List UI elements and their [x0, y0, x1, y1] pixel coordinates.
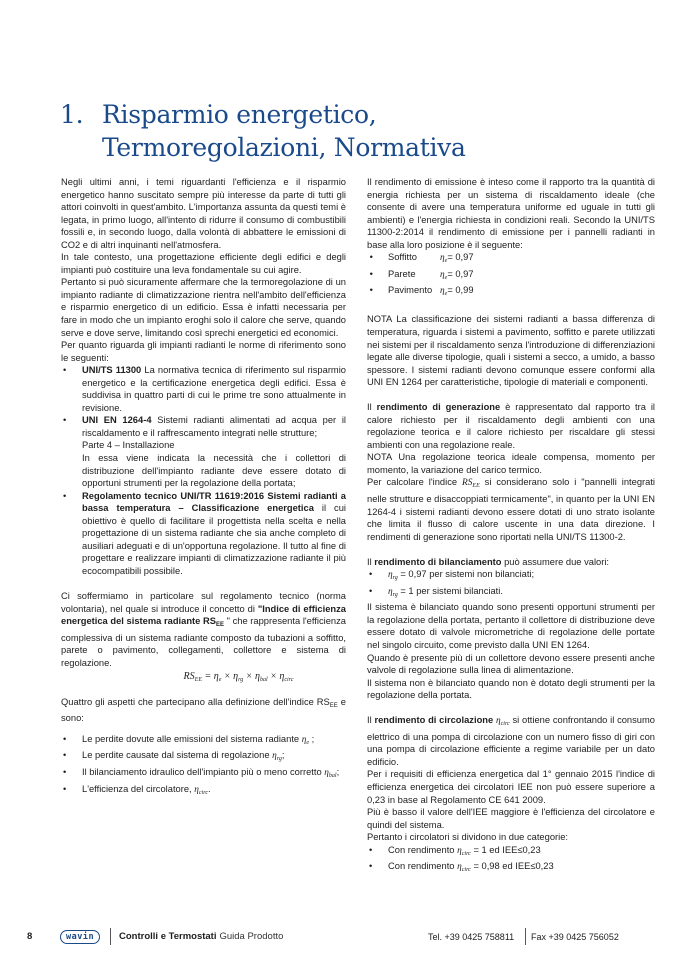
paragraph: Pertanto si può sicuramente affermare che la termoregolazione di un impianto radiante di climatizzazione rientra nell'ambito dell'efficienza e risparmio energetico di un edificio. Essa è infatti necessaria per fare in modo che un impianto eroghi solo il calore che serve, quando serve e dove serve, limitando così sprechi energetici ed economici. [61, 277, 346, 338]
symbol: RS [462, 478, 473, 489]
paragraph: Il rendimento di circolazione $\eta_{circ}$ si ottiene confrontando il consumo elettrico di una pompa di circolazione con un numero fisso di giri con una pompa di circolazione efficiente a regime variabile per un dato edificio. [367, 715, 655, 767]
paragraph: Più è basso il valore dell'IEE maggiore è l'efficienza del circolatore e quindi del sistema. [367, 807, 655, 830]
paragraph: In tale contesto, una progettazione efficiente degli edifici e degli impianti può costituire una leva fondamentale su cui agire. [61, 252, 346, 275]
subscript: circ [284, 677, 294, 684]
page-title [60, 98, 466, 164]
divider [525, 928, 526, 945]
subscript: rg [238, 677, 244, 684]
norm-desc: La normativa tecnica di riferimento sul risparmio energetico e la certificazione energetica degli edifici. Essa è suddivisa in quattro parti di cui le prime tre sono attualmente in revisione. [82, 365, 346, 413]
bullet: • [367, 285, 373, 296]
product-subtitle: Guida Prodotto [219, 931, 284, 942]
paragraph: Il sistema non è bilanciato quando non è dotato degli strumenti per la regolazione della portata. [367, 677, 655, 701]
norm-extra: In essa viene indicata la necessità che i collettori di distribuzione dell'impianto radiante deve essere dotato di opportuni strumenti per la regolazione della portata; [82, 453, 346, 489]
subscript: bal [259, 677, 268, 684]
subscript: rg [392, 575, 398, 582]
subscript: EE [215, 622, 224, 629]
text: è rappresentato dal rapporto tra il calore richiesto per il riscaldamento degli ambienti con una regolazione teorica e il calore richiesto per riscaldare gli stessi ambienti con una regolazione reale. [367, 402, 655, 450]
chapter-number: 1. [60, 100, 84, 129]
aspects-list [61, 733, 346, 799]
text: Per calcolare l'indice [367, 477, 463, 488]
subscript: e [306, 739, 310, 746]
position-label: Soffitto [388, 252, 417, 263]
norm-desc: il cui obiettivo è quello di facilitare il progettista nella scelta e nella progettazione di un sistema radiante che sia anche completo di ausiliari adeguati e di un'opportuna regolazione. Il tutto al fine di progettare e realizzare impianti di climatizzazione radiante il più ecocompatibili possibile. [82, 503, 346, 576]
text: Con rendimento [388, 844, 458, 855]
emission-table [367, 251, 655, 301]
eta: η [213, 671, 219, 683]
list-item: • $\eta_{rg} = 0,97$ per sistemi non bilanciati; [367, 568, 655, 585]
list-item [61, 490, 346, 578]
subscript: e [218, 677, 222, 684]
right-column [367, 176, 655, 877]
formula: $RS_{EE} = \eta_e \times \eta_{rg} \times \eta_{bal} \times \eta_{circ}$ [183, 671, 294, 684]
text: si ottiene confrontando il consumo elettrico di una pompa di circolazione con un numero fisso di giri con una pompa di circolazione efficiente a regime variabile per un dato edificio. [367, 715, 655, 767]
paragraph: Il sistema è bilanciato quando sono presenti opportuni strumenti per la regolazione della portata, pertanto il collettore di distribuzione deve essere dotato di valvole micrometriche di regolazione delle portate nel singolo circuito, come previsto dalla UNI EN 1264. [367, 602, 655, 650]
paragraph: Negli ultimi anni, i temi riguardanti l'efficienza e il risparmio energetico hanno suscitato sempre più interesse da parte di tutti gli attori coinvolti in quest'ambito. L'importanza assunta da questi temi è legata, in primo luogo, all'intento di ridurre il consumo di combustibili fossili e, in secondo luogo, dalla volontà di abbattere le emissioni di CO2 e di altri inquinanti nell'atmosfera. [61, 177, 346, 250]
text: ; [309, 733, 315, 744]
subscript: EE [194, 677, 202, 684]
list-item [61, 414, 346, 489]
text: ; [336, 767, 340, 778]
eta: η [254, 671, 260, 683]
product-title: Controlli e Termostati [119, 931, 217, 942]
divider [110, 928, 111, 945]
text: " che rappresenta l'efficienza complessiva di un sistema radiante composto da tubazioni a soffitto, parete o pavimento, collegamenti, collettore e sistema di regolazione. [61, 616, 346, 668]
text: L'efficienza del circolatore, [82, 783, 195, 794]
norm-part: Parte 4 – Installazione [82, 440, 175, 451]
eta: η [301, 734, 307, 745]
paragraph [367, 401, 655, 451]
text: si considerano solo i "pannelli integrati nelle strutture e disaccoppiati termicamente", in quanto per la UNI EN 1264-4 i sistemi radianti devono essere dotati di uno strato isolante che limita il flusso di calore uscente in una data direzione. I rendimenti di generazione sono riportati nella UNI/TS 11300-2. [367, 477, 655, 542]
emission-value: $\eta_e= 0,97$ [440, 252, 474, 265]
subscript: bal [328, 773, 337, 780]
eta: η [272, 751, 277, 762]
list-item [61, 766, 346, 783]
emission-row [367, 268, 655, 285]
text: Le perdite causate dal sistema di regolazione [82, 750, 273, 761]
page-number: 8 [27, 931, 33, 942]
paragraph: Quando è presente più di un collettore devono essere presenti anche valvole di regolazione sulla linea di alimentazione. [367, 652, 655, 676]
left-column [61, 176, 346, 799]
page-footer [0, 930, 678, 946]
bold-term: "Indice di efficienza energetica del sistema radiante RS [61, 603, 346, 627]
subscript: rg [276, 756, 282, 763]
subscript: circ [198, 789, 208, 796]
norm-name: UNI/TS 11300 [82, 365, 142, 376]
eta: η [279, 671, 285, 683]
text: = 1 ed IEE≤0,23 [470, 844, 541, 855]
text: Ci soffermiamo in particolare sul regolamento tecnico (norma volontaria), nel quale si introduce il concetto di [61, 591, 346, 614]
paragraph: Per quanto riguarda gli impianti radianti le norme di riferimento sono le seguenti: [61, 340, 346, 363]
text: Il bilanciamento idraulico dell'impianto più o meno corretto [82, 767, 325, 778]
nota: NOTA Una regolazione teorica ideale compensa, momento per momento, la variazione del carico termico. [367, 452, 655, 475]
list-item [61, 783, 346, 800]
circulator-list [367, 844, 655, 877]
norm-name: Regolamento tecnico UNI/TR 11619:2016 Sistemi radianti a bassa temperatura – Classificazione energetica [82, 490, 346, 514]
position-label: Pavimento [388, 285, 433, 296]
text: = 0,98 ed IEE≤0,23 [470, 861, 554, 872]
paragraph: Pertanto i circolatori si dividono in due categorie: [367, 832, 569, 843]
text: Il [367, 402, 377, 413]
wavin-logo: wavin [60, 930, 100, 944]
text: Il [367, 556, 375, 567]
subscript: circ [461, 850, 471, 857]
list-item [61, 733, 346, 750]
bullet: • [367, 252, 373, 263]
subscript: EE [472, 483, 480, 490]
norms-list [61, 364, 346, 577]
value: = 0,97 [447, 268, 474, 279]
eta: η [233, 671, 239, 683]
text: Con rendimento [388, 861, 458, 872]
subscript: rg [392, 591, 398, 598]
list-item: • Con rendimento $\eta_{circ} = 1$ ed IEE≤0,23 [367, 844, 655, 861]
product-label [119, 931, 283, 942]
text: può assumere due valori: [501, 556, 609, 567]
text: Le perdite dovute alle emissioni del sistema radiante [82, 733, 302, 744]
list-item [61, 364, 346, 414]
emission-value: $\eta_e= 0,99$ [440, 285, 474, 298]
emission-row [367, 251, 655, 268]
telephone: Tel. +39 0425 758811 [428, 932, 515, 942]
list-item [61, 749, 346, 766]
bold-term: rendimento di bilanciamento [374, 556, 502, 567]
formula-lhs: RS [183, 671, 195, 683]
norm-desc: Sistemi radianti alimentati ad acqua per il riscaldamento e il raffrescamento integrati nelle strutture; [82, 415, 346, 438]
list-item: • $\eta_{rg} = 1$ per sistemi bilanciati. [367, 585, 655, 602]
balance-list [367, 568, 655, 601]
paragraph [367, 476, 655, 543]
fax: Fax +39 0425 756052 [531, 932, 619, 942]
eta: η [324, 768, 329, 779]
title-line-2: Termoregolazioni, Normativa [102, 133, 466, 162]
position-label: Parete [388, 268, 416, 279]
eta: η [194, 784, 199, 795]
paragraph [61, 696, 346, 725]
paragraph [367, 556, 655, 569]
text: = 1 per sistemi bilanciati. [397, 585, 503, 596]
nota: NOTA La classificazione dei sistemi radianti a bassa differenza di temperatura, riguarda i sistemi a pavimento, soffitto e parete utilizzati nei sistemi per il riscaldamento senza l'introduzione di differenziazioni legate alle diverse tipologie, quali i sistemi a secco, a umido, a basso spessore. I sistemi radianti devono comunque essere conformi alla UNI EN 1264 per caratteristiche, tipologie di materiali e componenti. [367, 314, 655, 388]
paragraph: Per i requisiti di efficienza energetica dal 1° gennaio 2015 l'indice di efficienza energetica dei circolatori IEE non può essere superiore a 0,23 in base al Regolamento CE 641 2009. [367, 769, 655, 805]
subscript: circ [461, 867, 471, 874]
text: Quattro gli aspetti che partecipano alla definizione dell'indice RS [61, 696, 330, 707]
bold-term: rendimento di circolazione [374, 715, 494, 726]
text: = 0,97 per sistemi non bilanciati; [397, 569, 535, 580]
paragraph [61, 590, 346, 669]
norm-name: UNI EN 1264-4 [82, 415, 152, 426]
paragraph: Il rendimento di emissione è inteso come il rapporto tra la quantità di energia richiesta per un sistema di riscaldamento ideale (che consente di avere una temperatura uniforme ed uguale in tutti gli ambienti) e l'energia richiesta in condizioni reali. Secondo la UNI/TS 11300-2:2014 il rendimento di emissione per i pannelli radianti in base alla loro posizione è il seguente: [367, 177, 655, 250]
subscript: EE [329, 702, 338, 709]
emission-row [367, 284, 655, 301]
text: Il [367, 715, 375, 726]
title-line-1: Risparmio energetico, [102, 100, 377, 129]
value: = 0,97 [447, 252, 474, 263]
text: ; [281, 750, 285, 761]
text: . [208, 783, 211, 794]
list-item: • Con rendimento $\eta_{circ} = 0,98$ ed IEE≤0,23 [367, 860, 655, 877]
bold-term: rendimento di generazione [376, 402, 501, 413]
value: = 0,99 [447, 285, 474, 296]
emission-value: $\eta_e= 0,97$ [440, 268, 474, 281]
bullet: • [367, 268, 373, 279]
subscript: circ [500, 721, 510, 728]
text: e sono: [61, 696, 346, 724]
